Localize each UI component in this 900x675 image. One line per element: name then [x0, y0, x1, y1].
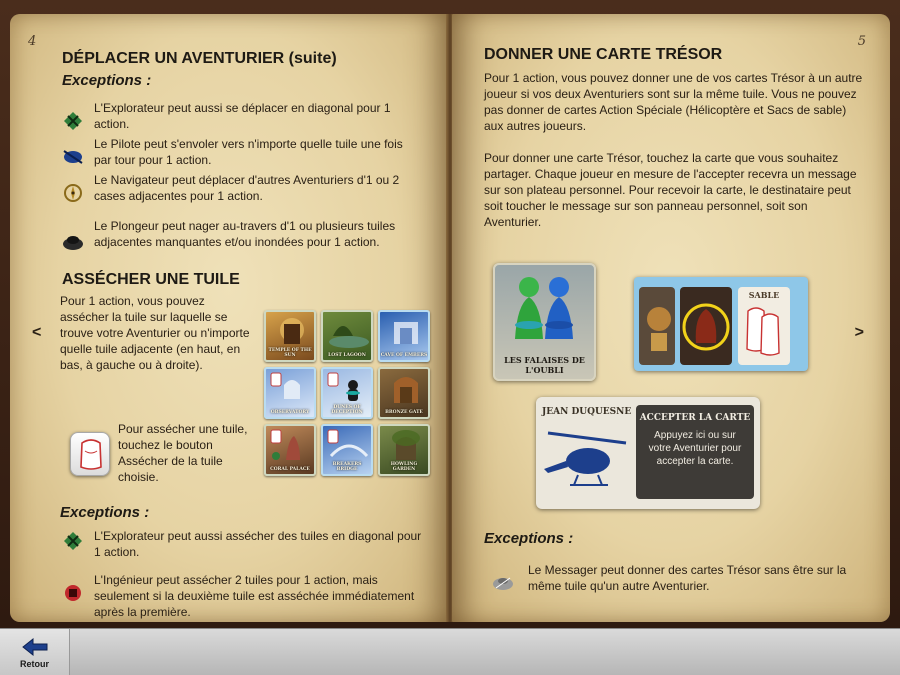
treasure-card-lion[interactable] — [639, 287, 675, 365]
sandbag-card-label: SABLE — [748, 290, 780, 300]
tile-bronze-gate[interactable] — [378, 367, 430, 419]
exception-diver-move — [62, 218, 422, 254]
tile-label: CAVE OF EMBERS — [380, 353, 428, 358]
exception-text: L'Explorateur peut aussi assécher des tuiles en diagonal pour 1 action. — [94, 529, 422, 559]
next-page-arrow[interactable]: > — [854, 324, 864, 341]
player-panel — [536, 397, 760, 509]
tile-label: TEMPLE OF THE SUN — [268, 348, 312, 358]
treasure-hand-panel — [634, 277, 808, 371]
helicopter-icon — [540, 427, 632, 493]
give-treasure-para-1: Pour 1 action, vous pouvez donner une de vos cartes Trésor à un autre joueur si vos deux Aventuriers sont sur la même tuile. Vous ne pouvez pas donner de cartes Action Spéciale (Hélicoptère et Sacs de sable) aux autres joueurs. — [484, 71, 863, 133]
explorer-icon — [62, 110, 84, 132]
tile-howling-garden[interactable] — [378, 424, 430, 476]
player-name: JEAN DUQUESNE — [542, 407, 632, 417]
diver-icon — [62, 232, 84, 254]
shore-up-button-example[interactable] — [70, 432, 110, 476]
tile-temple-of-the-sun[interactable] — [264, 310, 316, 362]
exception-pilot-move — [62, 136, 422, 168]
page-number-left: 4 — [28, 34, 37, 49]
treasure-card-selected[interactable] — [680, 287, 732, 365]
prev-page-arrow[interactable]: < — [32, 324, 42, 341]
tile-label: BRONZE GATE — [385, 410, 423, 415]
shore-description: Pour 1 action, vous pouvez assécher la tuile sur laquelle se trouve votre Aventurier ou n'importe quelle tuile adjacente (en haut, en bas, à gauche ou à droite). — [60, 294, 250, 372]
engineer-icon — [62, 582, 84, 604]
pawns-illustration — [495, 265, 594, 349]
tile-label: BREAKERS BRIDGE — [332, 462, 362, 472]
page-number-right: 5 — [857, 34, 866, 49]
back-button[interactable] — [0, 629, 70, 675]
pilot-icon — [62, 146, 84, 168]
exception-text: Le Plongeur peut nager au-travers d'1 ou plusieurs tuiles adjacentes manquantes et/ou inondées pour 1 action. — [94, 219, 396, 249]
move-section-title: DÉPLACER UN AVENTURIER (suite) — [62, 50, 337, 67]
exception-text: Le Pilote peut s'envoler vers n'importe quelle tuile une fois par tour pour 1 action. — [94, 137, 403, 167]
tile-cave-of-embers[interactable] — [378, 310, 430, 362]
accept-card-title: ACCEPTER LA CARTE — [639, 413, 751, 423]
exception-text: Le Navigateur peut déplacer d'autres Aventuriers d'1 ou 2 cases adjacentes pour 1 action. — [94, 173, 400, 203]
tile-card-falaises — [493, 263, 596, 381]
accept-card-text: Appuyez ici ou sur votre Aventurier pour accepter la carte. — [648, 430, 742, 467]
accept-card-button[interactable] — [636, 405, 754, 499]
exception-engineer-shore — [62, 572, 422, 620]
tile-lost-lagoon[interactable] — [321, 310, 373, 362]
exception-navigator-move — [62, 172, 422, 204]
back-button-label: Retour — [20, 658, 49, 669]
shore-section-title: ASSÉCHER UNE TUILE — [62, 271, 240, 288]
tile-label: CORAL PALACE — [270, 467, 310, 472]
navigator-icon — [62, 182, 84, 204]
bottom-toolbar — [0, 628, 900, 675]
move-exceptions-heading: Exceptions : — [62, 72, 152, 89]
right-page — [452, 14, 890, 622]
messenger-icon — [492, 572, 514, 594]
sandbag-card[interactable] — [738, 287, 790, 365]
tile-dunes-of-deception[interactable] — [321, 367, 373, 419]
tile-grid — [264, 310, 430, 476]
tile-breakers-bridge[interactable] — [321, 424, 373, 476]
give-treasure-title: DONNER UNE CARTE TRÉSOR — [484, 46, 723, 63]
tile-card-label: LES FALAISES DE L'OUBLI — [504, 355, 585, 375]
tile-label: OBSERVATORY — [270, 410, 310, 415]
give-exceptions-heading: Exceptions : — [484, 530, 574, 547]
exception-explorer-shore — [62, 528, 422, 560]
exception-explorer-move — [62, 100, 422, 132]
exception-messenger-give — [492, 562, 852, 594]
tile-label: DUNES OF DECEPTION — [331, 405, 363, 415]
exception-text: Le Messager peut donner des cartes Trésor sans être sur la même tuile qu'un autre Aventurier. — [528, 563, 847, 593]
tile-label: HOWLING GARDEN — [390, 462, 418, 472]
exception-text: L'Ingénieur peut assécher 2 tuiles pour 1 action, mais seulement si la deuxième tuile est asséchée immédiatement après la première. — [94, 573, 415, 619]
tile-coral-palace[interactable] — [264, 424, 316, 476]
tile-label: LOST LAGOON — [328, 353, 366, 358]
exception-text: L'Explorateur peut aussi se déplacer en diagonal pour 1 action. — [94, 101, 391, 131]
give-treasure-para-2: Pour donner une carte Trésor, touchez la carte que vous souhaitez partager. Chaque joueur en mesure de l'accepter recevra un message sur son plateau personnel. Pour recevoir la carte, le destinataire peut soit toucher le message sur son panneau personnel, soit son Aventurier. — [484, 151, 857, 229]
shore-instruction: Pour assécher une tuile, touchez le bouton Assécher de la tuile choisie. — [118, 422, 248, 484]
left-page — [10, 14, 448, 622]
explorer-icon — [62, 530, 84, 552]
tile-observatory[interactable] — [264, 367, 316, 419]
back-arrow-icon — [21, 637, 49, 657]
shore-exceptions-heading: Exceptions : — [60, 504, 150, 521]
